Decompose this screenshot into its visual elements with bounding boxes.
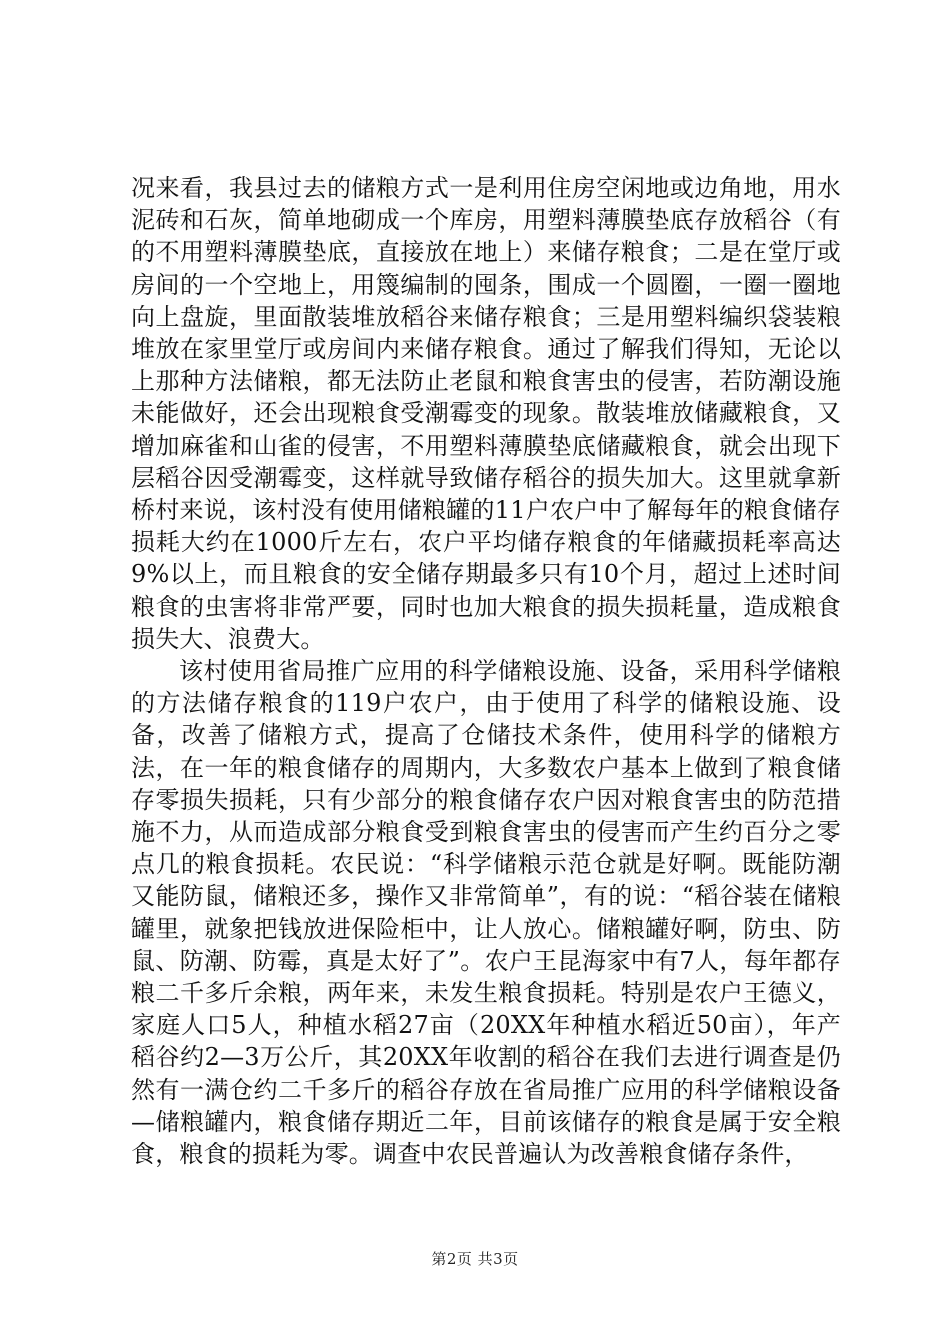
document-body [131, 172, 841, 1170]
body-paragraph-1: 况来看，我县过去的储粮方式一是利用住房空闲地或边角地，用水泥砖和石灰，简单地砌成一个库房，用塑料薄膜垫底存放稻谷（有的不用塑料薄膜垫底，直接放在地上）来储存粮食；二是在堂厅或房间的一个空地上，用篾编制的囤条，围成一个圆圈，一圈一圈地向上盘旋，里面散装堆放稻谷来储存粮食；三是用塑料编织袋装粮堆放在家里堂厅或房间内来储存粮食。通过了解我们得知，无论以上那种方法储粮，都无法防止老鼠和粮食害虫的侵害，若防潮设施未能做好，还会出现粮食受潮霉变的现象。散装堆放储藏粮食，又增加麻雀和山雀的侵害，不用塑料薄膜垫底储藏粮食，就会出现下层稻谷因受潮霉变，这样就导致储存稻谷的损失加大。这里就拿新桥村来说，该村没有使用储粮罐的11户农户中了解每年的粮食储存损耗大约在1000斤左右，农户平均储存粮食的年储藏损耗率高达9%以上，而且粮食的安全储存期最多只有10个月，超过上述时间粮食的虫害将非常严要，同时也加大粮食的损失损耗量，造成粮食损失大、浪费大。 [131, 174, 841, 653]
body-paragraph-2: 该村使用省局推广应用的科学储粮设施、设备，采用科学储粮的方法储存粮食的119户农户，由于使用了科学的储粮设施、设备，改善了储粮方式，提高了仓储技术条件，使用科学的储粮方法，在一年的粮食储存的周期内，大多数农户基本上做到了粮食储存零损失损耗，只有少部分的粮食储存农户因对粮食害虫的防范措施不力，从而造成部分粮食受到粮食害虫的侵害而产生约百分之零点几的粮食损耗。农民说：“科学储粮示范仓就是好啊。既能防潮又能防鼠，储粮还多，操作又非常简单”，有的说：“稻谷装在储粮罐里，就象把钱放进保险柜中，让人放心。储粮罐好啊，防虫、防鼠、防潮、防霉，真是太好了”。农户王昆海家中有7人，每年都存粮二千多斤余粮，两年来，未发生粮食损耗。特别是农户王德义，家庭人口5人，种植水稻27亩（20XX年种植水稻近50亩），年产稻谷约2—3万公斤，其20XX年收割的稻谷在我们去进行调查是仍然有一满仓约二千多斤的稻谷存放在省局推广应用的科学储粮设备—储粮罐内，粮食储存期近二年，目前该储存的粮食是属于安全粮食，粮食的损耗为零。调查中农民普遍认为改善粮食储存条件， [131, 657, 841, 1169]
page-footer: 第2页 共3页 [431, 1250, 519, 1268]
